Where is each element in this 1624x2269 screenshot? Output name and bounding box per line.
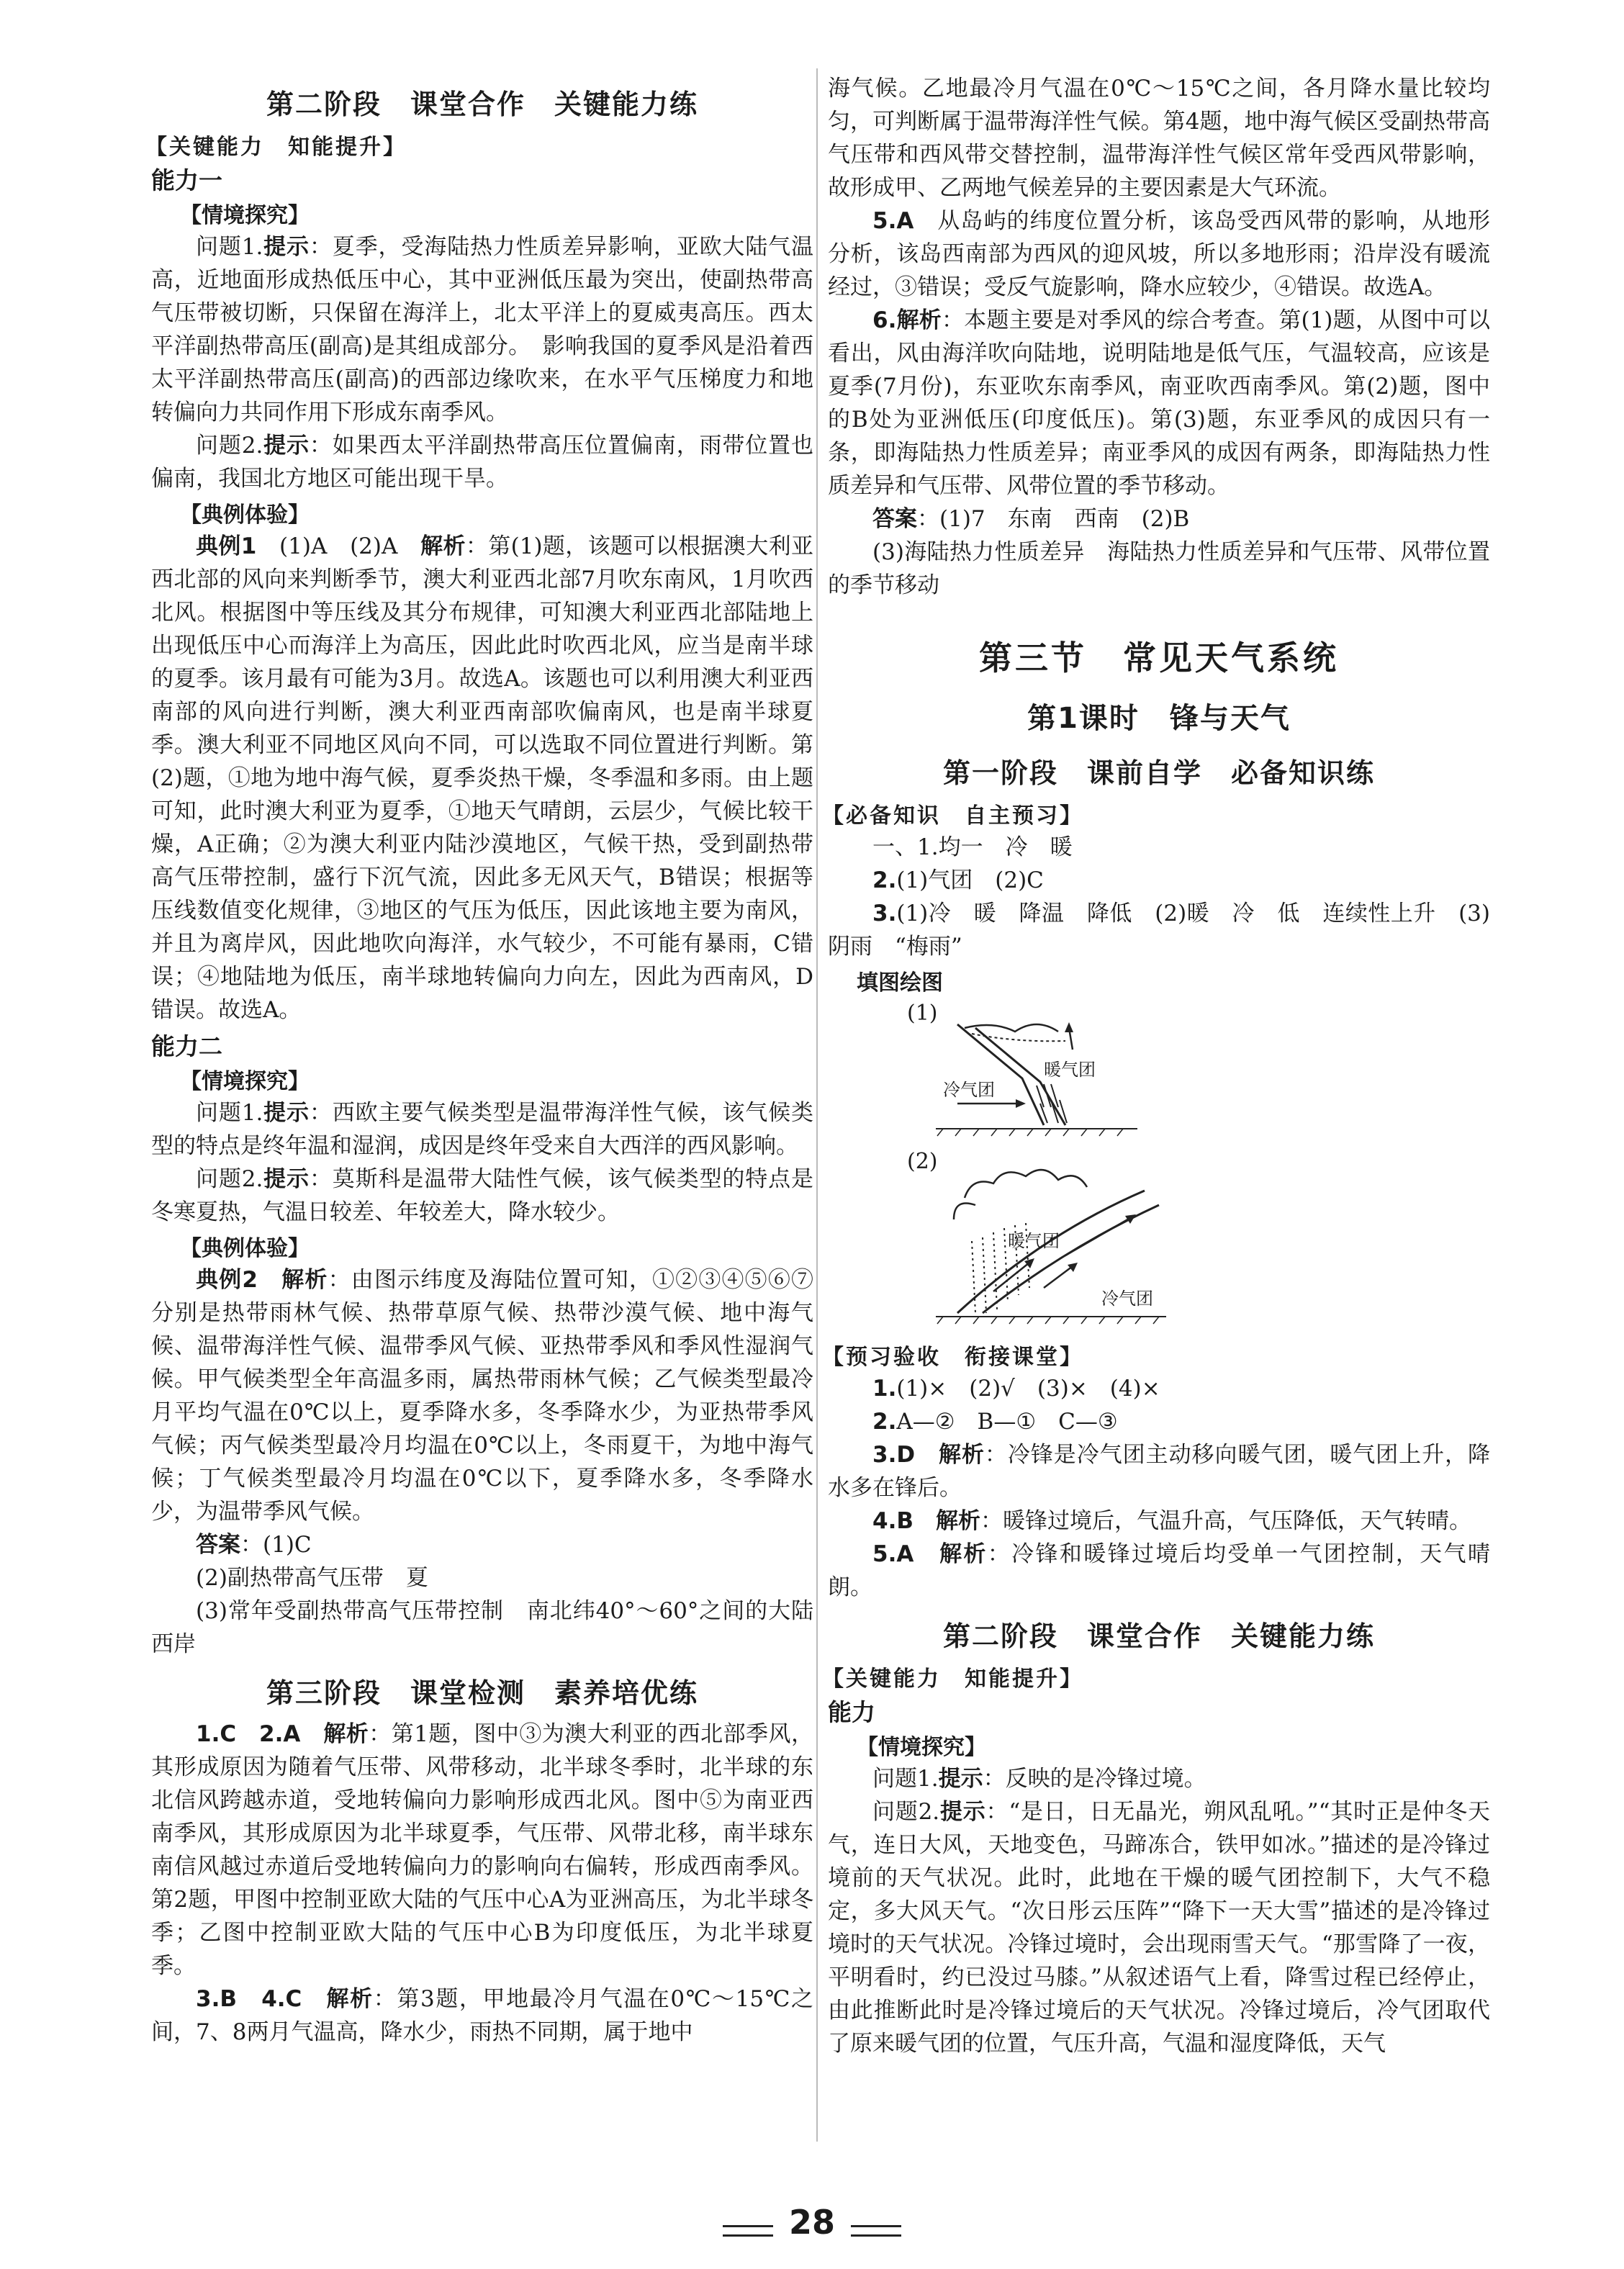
figure-warm-front — [828, 1147, 1490, 1335]
key-ability-bracket: 【关键能力 知能提升】 — [145, 135, 407, 160]
preview-4: 4.B 解析：暖锋过境后，气温升高，气压降低，天气转晴。 — [872, 1508, 1471, 1534]
right-column — [822, 72, 1491, 2060]
example-heading-1: 【典例体验】 — [180, 502, 310, 528]
preview-3: 3.D 解析：冷锋是冷气团主动移向暖气团，暖气团上升，降水多在锋后。 — [828, 1442, 1491, 1501]
knowledge-2: 2.(1)气团 (2)C — [872, 867, 1044, 893]
continued-text: 海气候。乙地最冷月气温在0℃～15℃之间，各月降水量比较均匀，可判断属于温带海洋性气候。第4题，地中海气候区受副热带高气压带和西风带交替控制，温带海洋性气候区常年受西风带影响，故形成甲、乙两地气候差异的主要因素是大气环流。 — [828, 76, 1490, 201]
page-number-rule-left — [723, 2225, 773, 2237]
a1-question-1: 问题1.提示：夏季，受海陆热力性质差异影响，亚欧大陆气温高，近地面形成热低压中心，其中亚洲低压最为突出，使副热带高气压带被切断，只保留在海洋上，北太平洋上的夏威夷高压。西太平洋副热带高压(副高)是其组成部分。 影响我国的夏季风是沿着西太平洋副热带高压(副高)的西部边缘吹来，在水平气压梯度力和地转偏向力共同作用下形成东南季风。 — [151, 234, 814, 425]
a2-question-1: 问题1.提示：西欧主要气候类型是温带海洋性气候，该气候类型的特点是终年温和湿润，成因是终年受来自大西洋的西风影响。 — [151, 1100, 814, 1159]
question-5: 5.A 从岛屿的纬度位置分析，该岛受西风带的影响，从地形分析，该岛西南部为西风的迎风坡，所以多地形雨；沿岸没有暖流经过，③错误；受反气旋影响，降水应较少，④错误。故选A。 — [828, 208, 1490, 300]
ability-one-heading: 能力一 — [151, 166, 222, 194]
scenario-heading-1: 【情境探究】 — [180, 203, 310, 228]
figure-2-label: (2) — [907, 1149, 938, 1174]
figure-1-label: (1) — [907, 1001, 938, 1026]
figure-2-cold-label: 冷气团 — [1101, 1289, 1153, 1309]
example-2-answer-2: (2)副热带高气压带 夏 — [196, 1565, 428, 1591]
must-know-bracket: 【必备知识 自主预习】 — [822, 803, 1083, 829]
right-key-ability-bracket: 【关键能力 知能提升】 — [822, 1666, 1083, 1692]
stage3-q1-2: 1.C 2.A 解析：第1题，图中③为澳大利亚的西北部季风，其形成原因为随着气压带、风带移动，北半球冬季时，北半球的东北信风跨越赤道，受地转偏向力影响形成西北风。图中⑤为南亚西南季风，其形成原因为北半球夏季，气压带、风带北移，南半球东南信风越过赤道后受地转偏向力的影响向右偏转，形成西南季风。第2题，甲图中控制亚欧大陆的气压中心A为亚洲高压，为北半球冬季；乙图中控制亚欧大陆的气压中心B为印度低压，为北半球夏季。 — [151, 1721, 813, 1979]
fill-draw-heading: 填图绘图 — [857, 970, 943, 996]
column-divider — [816, 68, 818, 2142]
stage3-title: 第三阶段 课堂检测 素养培优练 — [266, 1677, 698, 1709]
a2-question-2: 问题2.提示：莫斯科是温带大陆性气候，该气候类型的特点是冬寒夏热，气温日较差、年较差大，降水较少。 — [151, 1166, 814, 1225]
stage1-title: 第一阶段 课前自学 必备知识练 — [942, 757, 1375, 789]
a1-question-2: 问题2.提示：如果西太平洋副热带高压位置偏南，雨带位置也偏南，我国北方地区可能出现干旱。 — [151, 433, 814, 492]
page-number: 28 — [788, 2203, 835, 2242]
example-2-answer-1: 答案：(1)C — [196, 1532, 312, 1558]
right-stage2-title: 第二阶段 课堂合作 关键能力练 — [942, 1620, 1375, 1652]
page-number-rule-right — [851, 2225, 901, 2237]
ability-heading: 能力 — [828, 1698, 875, 1726]
stage2-title: 第二阶段 课堂合作 关键能力练 — [266, 89, 698, 120]
knowledge-3: 3.(1)冷 暖 降温 降低 (2)暖 冷 低 连续性上升 (3)阴雨 “梅雨” — [828, 901, 1490, 960]
figure-1-cold-label: 冷气团 — [943, 1080, 995, 1100]
preview-5: 5.A 解析：冷锋和暖锋过境后均受单一气团控制，天气晴朗。 — [828, 1541, 1491, 1600]
page-footer — [0, 2203, 1624, 2242]
preview-bracket: 【预习验收 衔接课堂】 — [822, 1345, 1083, 1370]
scenario-heading-2: 【情境探究】 — [180, 1069, 310, 1094]
ability-two-heading: 能力二 — [151, 1032, 222, 1060]
lesson-title: 第1课时 锋与天气 — [1027, 702, 1291, 735]
right-question-1: 问题1.提示：反映的是冷锋过境。 — [872, 1766, 1206, 1792]
left-column — [145, 72, 814, 2049]
figure-cold-front — [828, 999, 1490, 1143]
example-heading-2: 【典例体验】 — [180, 1236, 310, 1261]
preview-1: 1.(1)× (2)√ (3)× (4)× — [872, 1376, 1160, 1402]
example-1: 典例1 (1)A (2)A 解析：第(1)题，该题可以根据澳大利亚西北部的风向来判断季节，澳大利亚西北部7月吹东南风，1月吹西北风。根据图中等压线及其分布规律，可知澳大利亚西北部陆地上出现低压中心而海洋上为高压，因此此时吹西北风，应当是南半球的夏季。该月最有可能为3月。故选A。该题也可以利用澳大利亚西南部的风向进行判断，澳大利亚西南部吹偏南风，也是南半球夏季。澳大利亚不同地区风向不同，可以选取不同位置进行判断。第(2)题，①地为地中海气候，夏季炎热干燥，冬季温和多雨。由上题可知，此时澳大利亚为夏季，①地天气晴朗，云层少，气候比较干燥，A正确；②为澳大利亚内陆沙漠地区，气候干热，受到副热带高气压带控制，盛行下沉气流，因此多无风天气，B错误；根据等压线数值变化规律，③地区的气压为低压，因此该地主要为南风，并且为离岸风，因此地吹向海洋，水气较少，不可能有暴雨，C错误；④地陆地为低压，南半球地转偏向力向左，因此为西南风，D错误。故选A。 — [151, 533, 813, 1023]
preview-2: 2.A—② B—① C—③ — [872, 1409, 1118, 1435]
stage3-q3-4: 3.B 4.C 解析：第3题，甲地最冷月气温在0℃～15℃之间，7、8两月气温高，降水少，雨热不同期，属于地中 — [151, 1986, 814, 2045]
figure-2-warm-label: 暖气团 — [1008, 1231, 1060, 1251]
question-6-answer-2: (3)海陆热力性质差异 海陆热力性质差异和气压带、风带位置的季节移动 — [828, 539, 1490, 598]
example-2-answer-3: (3)常年受副热带高气压带控制 南北纬40°～60°之间的大陆西岸 — [151, 1598, 813, 1657]
question-6: 6.解析：本题主要是对季风的综合考查。第(1)题，从图中可以看出，风由海洋吹向陆地，说明陆地是低气压，气温较高，应该是夏季(7月份)，东亚吹东南季风，南亚吹西南季风。第(2)题，图中的B处为亚洲低压(印度低压)。第(3)题，东亚季风的成因只有一条，即海陆热力性质差异；南亚季风的成因有两条，即海陆热力性质差异和气压带、风带位置的季节移动。 — [828, 307, 1490, 499]
right-scenario-heading: 【情境探究】 — [857, 1735, 986, 1760]
section-title: 第三节 常见天气系统 — [979, 639, 1339, 677]
question-6-answer-1: 答案：(1)7 东南 西南 (2)B — [872, 506, 1190, 532]
right-question-2: 问题2.提示：“是日，日无晶光，朔风乱吼。”“其时正是仲冬天气，连日大风，天地变色，马蹄冻合，铁甲如冰。”描述的是冷锋过境前的天气状况。此时，此地在干燥的暖气团控制下，大气不稳定，多大风天气。“次日彤云压阵”“降下一天大雪”描述的是冷锋过境时的天气状况。冷锋过境时，会出现雨雪天气。“那雪降了一夜，平明看时，约已没过马膝。”从叙述语气上看，降雪过程已经停止，由此推断此时是冷锋过境后的天气状况。冷锋过境后，冷气团取代了原来暖气团的位置，气压升高，气温和湿度降低，天气 — [828, 1799, 1491, 2057]
example-2: 典例2 解析：由图示纬度及海陆位置可知，①②③④⑤⑥⑦分别是热带雨林气候、热带草原气候、热带沙漠气候、地中海气候、温带海洋性气候、温带季风气候、亚热带季风和季风性湿润气候。甲气候类型全年高温多雨，属热带雨林气候；乙气候类型最冷月平均气温在0℃以上，夏季降水多，冬季降水少，为亚热带季风气候；丙气候类型最冷月均温在0℃以上，冬雨夏干，为地中海气候；丁气候类型最冷月均温在0℃以下，夏季降水多，冬季降水少，为温带季风气候。 — [151, 1267, 814, 1525]
knowledge-1: 一、1.均一 冷 暖 — [872, 834, 1073, 860]
figure-1-warm-label: 暖气团 — [1044, 1060, 1096, 1080]
